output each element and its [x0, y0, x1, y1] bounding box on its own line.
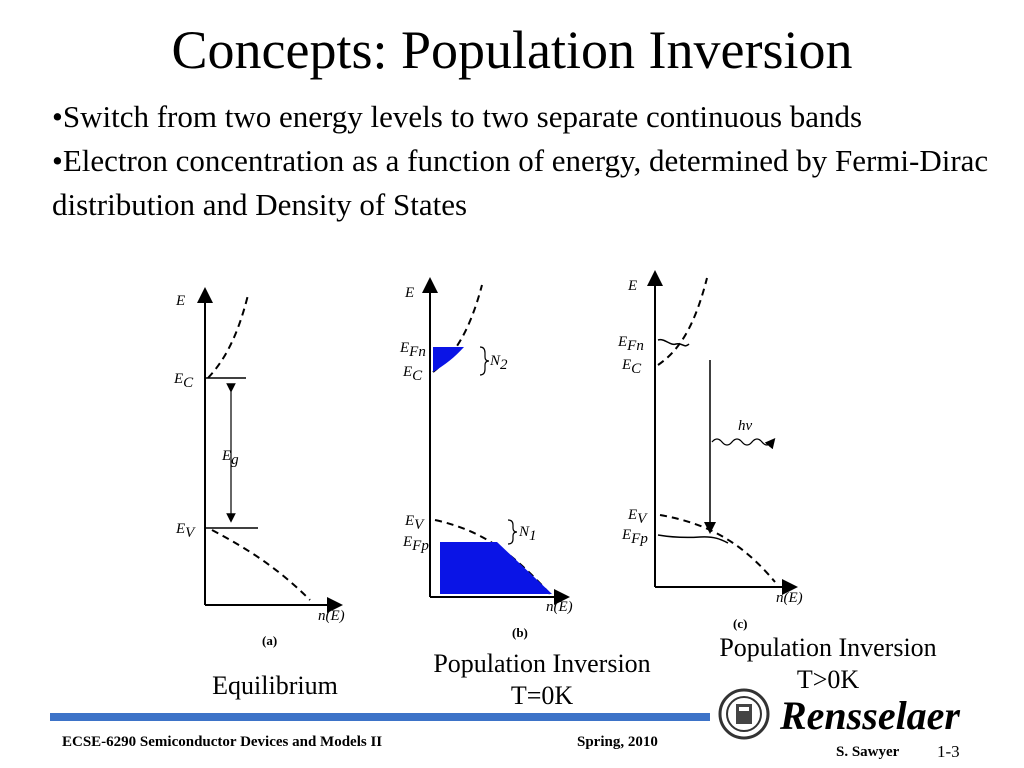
logo-wordmark: Rensselaer	[780, 693, 960, 738]
conduction-band-dos	[208, 295, 248, 378]
caption-inversion-finite-t: Population Inversion T>0K	[719, 633, 937, 694]
footer-term: Spring, 2010	[577, 734, 658, 750]
conduction-band-dos	[658, 278, 707, 365]
valence-band-dos	[660, 515, 775, 582]
hole-occupation-curve	[658, 535, 728, 543]
n-axis-label: n(E)	[318, 608, 345, 624]
energy-axis-label: E	[405, 285, 415, 301]
caption-inversion-0k: Population Inversion T=0K	[433, 649, 651, 710]
n2-label: N2	[490, 353, 508, 373]
ec-label: EC	[622, 357, 642, 377]
footer-page: 1-3	[937, 742, 960, 761]
rensselaer-logo	[714, 686, 1014, 742]
caption-equilibrium: Equilibrium	[212, 671, 338, 700]
n-axis-label: n(E)	[546, 599, 573, 615]
panel-b-letter: (b)	[512, 625, 528, 640]
panel-a-equilibrium	[173, 293, 345, 648]
hole-region-fill	[440, 542, 552, 594]
n1-label: N1	[519, 524, 537, 544]
footer-divider	[50, 713, 710, 721]
bullet-item: •Electron concentration as a function of energy, determined by Fermi-Dirac distribution and Density of States	[52, 143, 989, 222]
electron-fill-n2	[433, 347, 464, 372]
panel-a-letter: (a)	[262, 633, 278, 648]
energy-axis-label: E	[176, 293, 186, 309]
panel-c-letter: (c)	[733, 616, 748, 631]
slide-title: Concepts: Population Inversion	[171, 20, 853, 80]
n1-brace	[508, 520, 517, 544]
footer-course: ECSE-6290 Semiconductor Devices and Models II	[62, 734, 383, 750]
ev-label: EV	[176, 521, 195, 541]
electron-occupation-curve	[658, 340, 689, 346]
efn-label: EFn	[400, 340, 426, 360]
ev-label: EV	[405, 513, 424, 533]
panel-b-inversion-0k	[399, 285, 573, 640]
n-axis-label: n(E)	[776, 590, 803, 606]
efp-label: EFp	[403, 534, 429, 554]
bullet-item: •Switch from two energy levels to two separate continuous bands	[52, 99, 863, 134]
n2-brace	[480, 347, 489, 375]
valence-band-dos	[212, 530, 310, 600]
photon-wave	[712, 439, 772, 445]
efn-label: EFn	[618, 334, 644, 354]
footer-author: S. Sawyer	[836, 744, 900, 760]
ec-label: EC	[174, 371, 194, 391]
photon-label: hν	[738, 418, 753, 434]
ev-label: EV	[628, 507, 647, 527]
ec-label: EC	[403, 364, 423, 384]
eg-label: Eg	[222, 448, 239, 468]
energy-axis-label: E	[628, 278, 638, 294]
panel-c-inversion-finite-t	[617, 278, 803, 631]
efp-label: EFp	[622, 527, 648, 547]
